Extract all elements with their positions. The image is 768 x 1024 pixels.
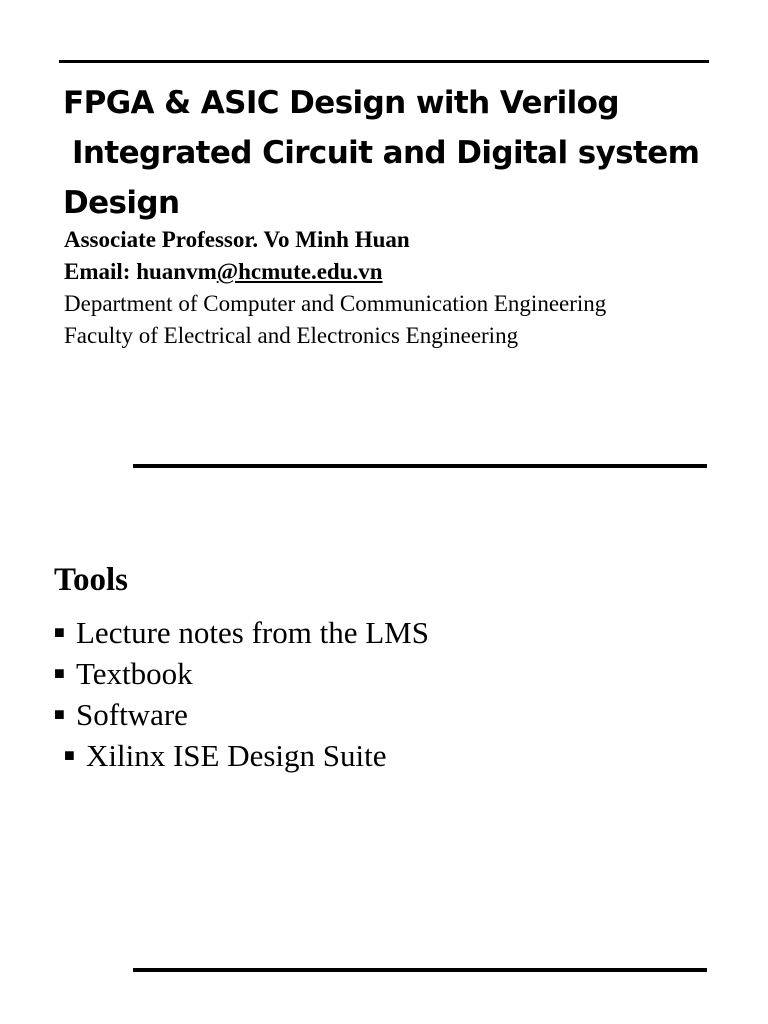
list-item-label: Lecture notes from the LMS [76,615,429,650]
email-label: Email: [64,259,137,284]
list-item-label: Textbook [76,656,193,691]
square-bullet-icon: ■ [64,745,75,765]
square-bullet-icon: ■ [54,622,65,642]
title-line: Design [63,185,180,221]
title-line: Integrated Circuit and Digital system [72,135,700,171]
list-item [54,653,429,694]
list-item [54,735,429,776]
email-user: huanvm [136,259,217,284]
middle-divider [133,464,707,468]
department: Department of Computer and Communication Engineering [64,291,607,316]
bottom-divider [133,968,707,972]
title-line: FPGA & ASIC Design with Verilog [63,85,619,121]
faculty: Faculty of Electrical and Electronics Engineering [64,323,519,348]
document-title [63,78,753,228]
top-divider [59,60,709,63]
list-item-label: Software [76,697,188,732]
list-item [54,612,429,653]
author-email [64,256,754,288]
list-item [54,694,429,735]
tools-heading: Tools [54,562,128,598]
list-item-label: Xilinx ISE Design Suite [86,738,387,773]
square-bullet-icon: ■ [54,663,65,683]
author-name: Associate Professor. Vo Minh Huan [64,227,410,252]
author-info [64,224,754,352]
square-bullet-icon: ■ [54,704,65,724]
tools-list [54,612,429,776]
email-link[interactable]: @hcmute.edu.vn [216,259,383,284]
